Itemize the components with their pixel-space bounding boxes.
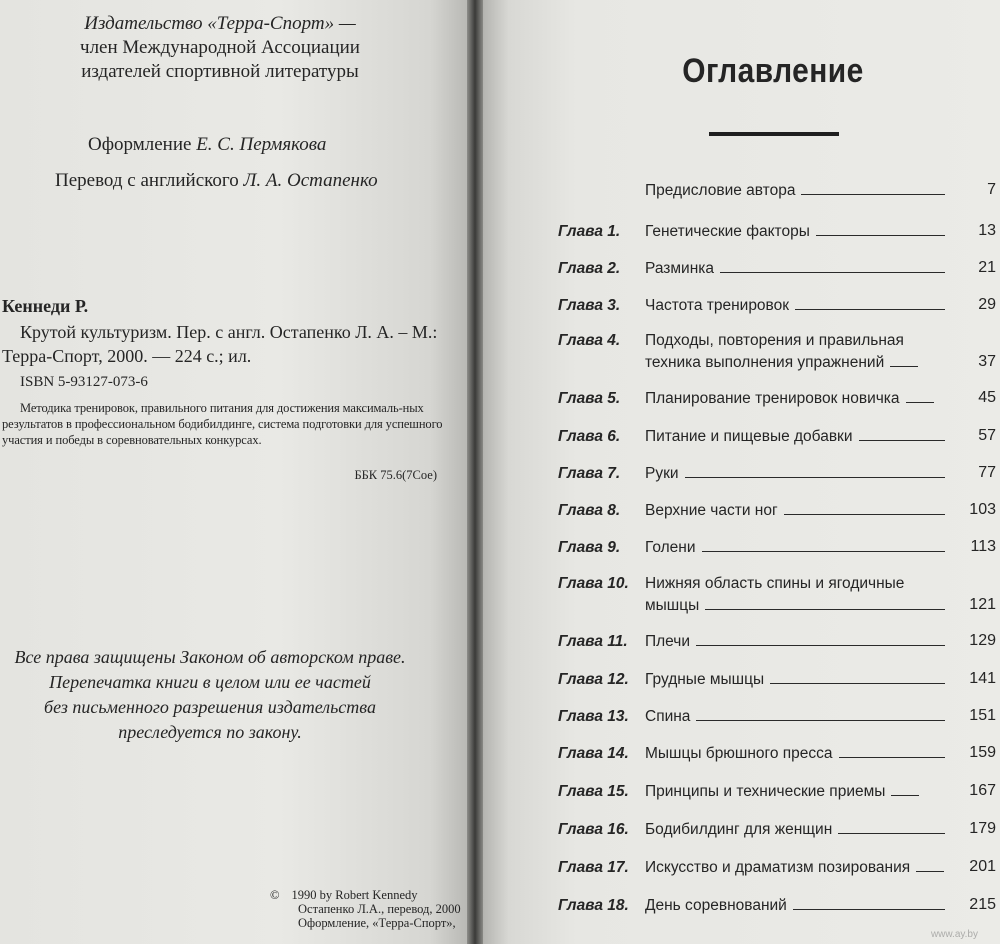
chapter-title-line: Питание и пищевые добавки — [645, 428, 853, 445]
page-number: 7 — [987, 181, 996, 198]
page-number: 77 — [978, 464, 996, 481]
rights-line: Все права защищены Законом об авторском праве. — [14, 647, 406, 667]
page-number: 201 — [969, 858, 996, 875]
design-label: Оформление — [88, 134, 192, 155]
page-number: 167 — [969, 782, 996, 799]
leader-line — [891, 781, 919, 796]
chapter-label: Глава 12. — [558, 671, 629, 688]
chapter-title-line: мышцы — [645, 597, 700, 614]
chapter-title — [645, 781, 945, 803]
chapter-label: Глава 6. — [558, 428, 621, 445]
page-number: 121 — [969, 596, 996, 613]
chapter-title-line: Голени — [645, 539, 696, 556]
rights-line: без письменного разрешения издательства — [44, 697, 376, 717]
chapter-title-line: Нижняя область спины и ягодичные — [645, 575, 905, 592]
chapter-title — [645, 463, 945, 485]
leader-line — [795, 295, 945, 310]
leader-line — [784, 500, 945, 515]
chapter-title — [645, 500, 945, 522]
page-number: 21 — [978, 259, 996, 276]
chapter-label: Глава 18. — [558, 897, 629, 914]
chapter-title — [645, 537, 945, 559]
leader-line — [839, 743, 945, 758]
chapter-label: Глава 8. — [558, 502, 621, 519]
chapter-label: Глава 4. — [558, 332, 621, 349]
imprint-line: Издательство «Терра-Спорт» — — [84, 13, 356, 34]
title-rule — [709, 132, 839, 136]
chapter-title — [645, 426, 945, 448]
imprint-line: издателей спортивной литературы — [81, 61, 359, 82]
page-number: 45 — [978, 389, 996, 406]
chapter-label: Глава 7. — [558, 465, 621, 482]
chapter-title — [645, 573, 945, 617]
page-number: 113 — [970, 538, 996, 555]
chapter-title — [645, 743, 945, 765]
page-number: 151 — [969, 707, 996, 724]
rights-line: преследуется по закону. — [118, 722, 302, 742]
chapter-title — [645, 819, 945, 841]
chapter-title — [645, 669, 945, 691]
leader-line — [705, 595, 945, 610]
chapter-label: Глава 1. — [558, 223, 621, 240]
chapter-title — [645, 295, 945, 317]
leader-line — [770, 669, 945, 684]
page-number: 179 — [969, 820, 996, 837]
rights-notice — [0, 645, 420, 745]
leader-line — [838, 819, 945, 834]
chapter-title-line: Принципы и технические приемы — [645, 783, 886, 800]
leader-line — [916, 857, 944, 872]
chapter-title-line: Планирование тренировок новичка — [645, 390, 900, 407]
chapter-title-line: Спина — [645, 708, 691, 725]
leader-line — [859, 426, 946, 441]
chapter-title — [645, 258, 945, 280]
catalog-entry: Крутой культуризм. Пер. с англ. Остапенко Л. А. – М.: Терра-Спорт, 2000. — 224 с.; ил. — [2, 322, 438, 366]
page-number: 159 — [969, 744, 996, 761]
chapter-title-line: Грудные мышцы — [645, 671, 765, 688]
copyright-line: Оформление, «Терра-Спорт», — [298, 916, 456, 930]
leader-line — [720, 258, 945, 273]
page-number: 13 — [978, 222, 996, 239]
chapter-title — [645, 706, 945, 728]
chapter-title — [645, 330, 945, 374]
leader-line — [906, 388, 934, 403]
imprint-line: член Международной Ассоциации — [80, 37, 360, 58]
chapter-title-line: Руки — [645, 465, 679, 482]
bbk-code: ББК 75.6(7Сое) — [354, 468, 437, 482]
chapter-title-line: техника выполнения упражнений — [645, 354, 885, 371]
chapter-label: Глава 9. — [558, 539, 621, 556]
chapter-title — [645, 857, 945, 879]
chapter-title-line: Предисловие автора — [645, 182, 796, 199]
watermark: www.ay.by — [930, 929, 978, 940]
publisher-imprint — [40, 12, 400, 84]
chapter-label: Глава 13. — [558, 708, 629, 725]
page-number: 103 — [969, 501, 996, 518]
left-page — [0, 0, 467, 944]
chapter-label: Глава 14. — [558, 745, 629, 762]
chapter-title — [645, 631, 945, 653]
chapter-label: Глава 3. — [558, 297, 621, 314]
chapter-title-line: Бодибилдинг для женщин — [645, 821, 833, 838]
translation-credit — [55, 170, 378, 192]
rights-line: Перепечатка книги в целом или ее частей — [49, 672, 371, 692]
chapter-label: Глава 11. — [558, 633, 628, 650]
page-number: 129 — [969, 632, 996, 649]
page-number: 29 — [978, 296, 996, 313]
design-name: Е. С. Пермякова — [196, 134, 327, 155]
copyright-symbol: © — [270, 888, 280, 902]
book-gutter — [467, 0, 483, 944]
chapter-title-line: Частота тренировок — [645, 297, 790, 314]
leader-line — [702, 537, 945, 552]
chapter-title-line: Генетические факторы — [645, 223, 810, 240]
copyright-line: 1990 by Robert Kennedy — [291, 888, 418, 902]
leader-line — [816, 221, 945, 236]
leader-line — [793, 895, 945, 910]
chapter-title — [645, 388, 945, 410]
chapter-label: Глава 15. — [558, 783, 629, 800]
annotation: Методика тренировок, правильного питания для достижения максималь-ных результатов в профессиональном бодибилдинге, система подготовки для успешного участия и победы в соревновательных конкурсах. — [2, 401, 443, 447]
page-number: 215 — [969, 896, 996, 913]
chapter-title — [645, 895, 945, 917]
catalog-author: Кеннеди Р. — [2, 296, 89, 316]
copyright-block — [270, 888, 461, 930]
copyright-line: Остапенко Л.А., перевод, 2000 — [298, 902, 461, 916]
page-number: 57 — [978, 427, 996, 444]
isbn: ISBN 5-93127-073-6 — [20, 374, 148, 390]
chapter-label: Глава 2. — [558, 260, 621, 277]
chapter-title-line: Мышцы брюшного пресса — [645, 745, 833, 762]
chapter-title-line: Плечи — [645, 633, 691, 650]
chapter-title-line: Искусство и драматизм позирования — [645, 859, 911, 876]
toc-title: Оглавление — [682, 52, 864, 90]
chapter-title-line: Разминка — [645, 260, 714, 277]
chapter-title-line: Подходы, повторения и правильная — [645, 332, 904, 349]
leader-line — [685, 463, 945, 478]
leader-line — [801, 180, 945, 195]
chapter-title-line: Верхние части ног — [645, 502, 778, 519]
leader-line — [696, 706, 945, 721]
page-number: 37 — [978, 353, 996, 370]
chapter-label: Глава 16. — [558, 821, 629, 838]
chapter-title — [645, 221, 945, 243]
page-number: 141 — [969, 670, 996, 687]
chapter-label: Глава 17. — [558, 859, 629, 876]
chapter-label: Глава 10. — [558, 575, 629, 592]
chapter-title — [645, 180, 945, 202]
right-page — [483, 0, 1000, 944]
translation-label: Перевод с английского — [55, 170, 239, 191]
chapter-label: Глава 5. — [558, 390, 621, 407]
leader-line — [696, 631, 945, 646]
leader-line — [890, 352, 918, 367]
design-credit — [88, 134, 326, 156]
translation-name: Л. А. Остапенко — [243, 170, 378, 191]
chapter-title-line: День соревнований — [645, 897, 787, 914]
